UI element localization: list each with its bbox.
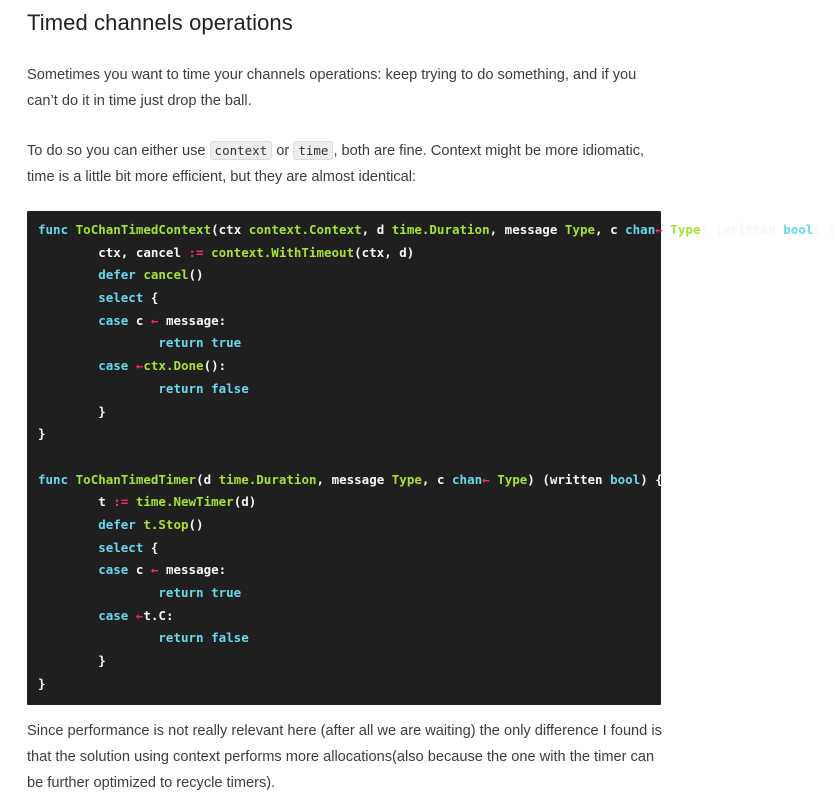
code-line xyxy=(38,537,836,560)
code-token: return xyxy=(38,380,212,396)
code-token: ) { xyxy=(640,471,663,487)
code-token: context.Context xyxy=(248,222,362,237)
section-title: Timed channels operations xyxy=(27,10,293,35)
code-token: written xyxy=(549,471,611,487)
code-token: } xyxy=(38,653,106,669)
code-token: (ctx, d) xyxy=(354,244,415,260)
code-line xyxy=(38,219,836,242)
code-token: , xyxy=(489,222,505,237)
code-token: , xyxy=(595,222,611,237)
code-line xyxy=(38,242,836,265)
code-token: time.NewTimer xyxy=(135,494,234,510)
code-token: c xyxy=(610,222,626,237)
code-line xyxy=(38,423,836,446)
code-token: ← xyxy=(482,471,498,487)
code-token: false xyxy=(211,630,249,646)
code-token: select xyxy=(38,539,151,555)
code-token: case xyxy=(38,312,136,328)
code-token: (d) xyxy=(233,494,257,510)
code-token: case xyxy=(38,358,136,374)
approach-text-mid: or xyxy=(272,143,294,159)
code-token: t.Stop xyxy=(143,516,189,532)
code-token: c xyxy=(135,312,151,328)
code-token: func xyxy=(38,222,76,237)
code-token: chan xyxy=(625,222,656,237)
code-token: time.Duration xyxy=(218,471,317,487)
code-token: , xyxy=(361,222,377,237)
code-token: return xyxy=(38,585,212,600)
code-line xyxy=(38,559,836,582)
code-token: message xyxy=(165,312,219,328)
code-token: message xyxy=(165,562,219,578)
code-lines xyxy=(38,219,836,695)
conclusion-paragraph: Since performance is not really relevant here (after all we are waiting) the only difference I found is that the solution using context performs more allocations(also because the one with the timer can be further optimized to recycle timers). xyxy=(27,723,662,791)
code-token: Type xyxy=(391,471,422,487)
code-token: ) { xyxy=(813,222,836,237)
code-token: := xyxy=(188,244,212,260)
code-line xyxy=(38,355,836,378)
code-token: ← xyxy=(655,222,671,237)
code-token: message xyxy=(504,222,565,237)
code-token: () xyxy=(188,516,204,532)
code-token: chan xyxy=(452,471,483,487)
code-token: defer xyxy=(38,516,144,532)
inline-code-time: time xyxy=(293,141,333,160)
code-token: : xyxy=(218,562,227,578)
code-token: { xyxy=(150,290,159,306)
code-line xyxy=(38,673,836,696)
code-line xyxy=(38,446,836,469)
code-token: func xyxy=(38,471,76,487)
code-token: defer xyxy=(38,267,144,283)
code-token: ← xyxy=(135,607,144,623)
code-token: c xyxy=(135,562,151,578)
code-token: () xyxy=(188,267,204,283)
code-token: ctx.Done xyxy=(143,358,204,374)
code-token: cancel xyxy=(143,267,189,283)
code-token: Type xyxy=(670,222,701,237)
code-token: Type xyxy=(497,471,528,487)
code-token: return xyxy=(38,335,212,351)
code-token: false xyxy=(211,380,249,396)
code-token: } xyxy=(38,403,106,419)
code-token: t.C xyxy=(143,607,166,623)
code-line xyxy=(38,310,836,333)
code-line xyxy=(38,332,836,355)
code-token: (): xyxy=(203,358,227,374)
code-line xyxy=(38,287,836,310)
approach-text-end: , both are fine. Context might be more idiomatic, time is a little bit more efficient, but they are almost identical: xyxy=(27,143,645,185)
code-token: select xyxy=(38,290,151,306)
code-line xyxy=(38,378,836,401)
approach-paragraph xyxy=(27,138,663,190)
code-token: ctx xyxy=(218,222,249,237)
approach-text-start: To do so you can either use xyxy=(27,143,210,159)
code-line xyxy=(38,650,836,673)
code-line xyxy=(38,491,836,514)
code-token: d xyxy=(376,222,392,237)
code-token: true xyxy=(211,335,242,351)
code-token: case xyxy=(38,607,136,623)
code-token: ToChanTimedContext xyxy=(75,222,212,237)
code-token: ctx, cancel xyxy=(38,244,189,260)
code-token: ( xyxy=(196,471,204,487)
code-token: } xyxy=(38,426,46,442)
code-token: ) ( xyxy=(527,471,550,487)
code-token: , xyxy=(421,471,437,487)
code-token: case xyxy=(38,562,136,578)
code-token: { xyxy=(150,539,159,555)
code-token: message xyxy=(331,471,392,487)
code-line xyxy=(38,605,836,628)
code-token: true xyxy=(211,585,242,600)
inline-code-context: context xyxy=(210,141,273,160)
code-token: ) ( xyxy=(700,222,723,237)
code-line xyxy=(38,469,836,492)
code-token: context.WithTimeout xyxy=(211,244,355,260)
code-token: : xyxy=(218,312,227,328)
code-block[interactable] xyxy=(27,211,836,705)
code-token: written xyxy=(722,222,784,237)
code-token: Type xyxy=(564,222,595,237)
intro-paragraph: Sometimes you want to time your channels operations: keep trying to do something, and if you can’t do it in time just drop the ball. xyxy=(27,67,637,109)
code-token: return xyxy=(38,630,212,646)
code-token: t xyxy=(38,494,114,510)
code-token: , xyxy=(316,471,332,487)
code-token: := xyxy=(113,494,136,510)
code-line xyxy=(38,514,836,537)
code-line xyxy=(38,627,836,650)
code-token: c xyxy=(436,471,453,487)
code-token: d xyxy=(203,471,219,487)
code-token: } xyxy=(38,675,46,691)
code-token: ← xyxy=(150,312,166,328)
code-token: ← xyxy=(150,562,166,578)
code-token: ToChanTimedTimer xyxy=(75,471,197,487)
code-line xyxy=(38,401,836,424)
code-token: : xyxy=(165,607,174,623)
code-token: bool xyxy=(610,471,641,487)
code-token: ← xyxy=(135,358,144,374)
code-token: ( xyxy=(211,222,219,237)
code-line xyxy=(38,264,836,287)
code-line xyxy=(38,582,836,605)
code-token: bool xyxy=(783,222,814,237)
code-token: time.Duration xyxy=(391,222,490,237)
